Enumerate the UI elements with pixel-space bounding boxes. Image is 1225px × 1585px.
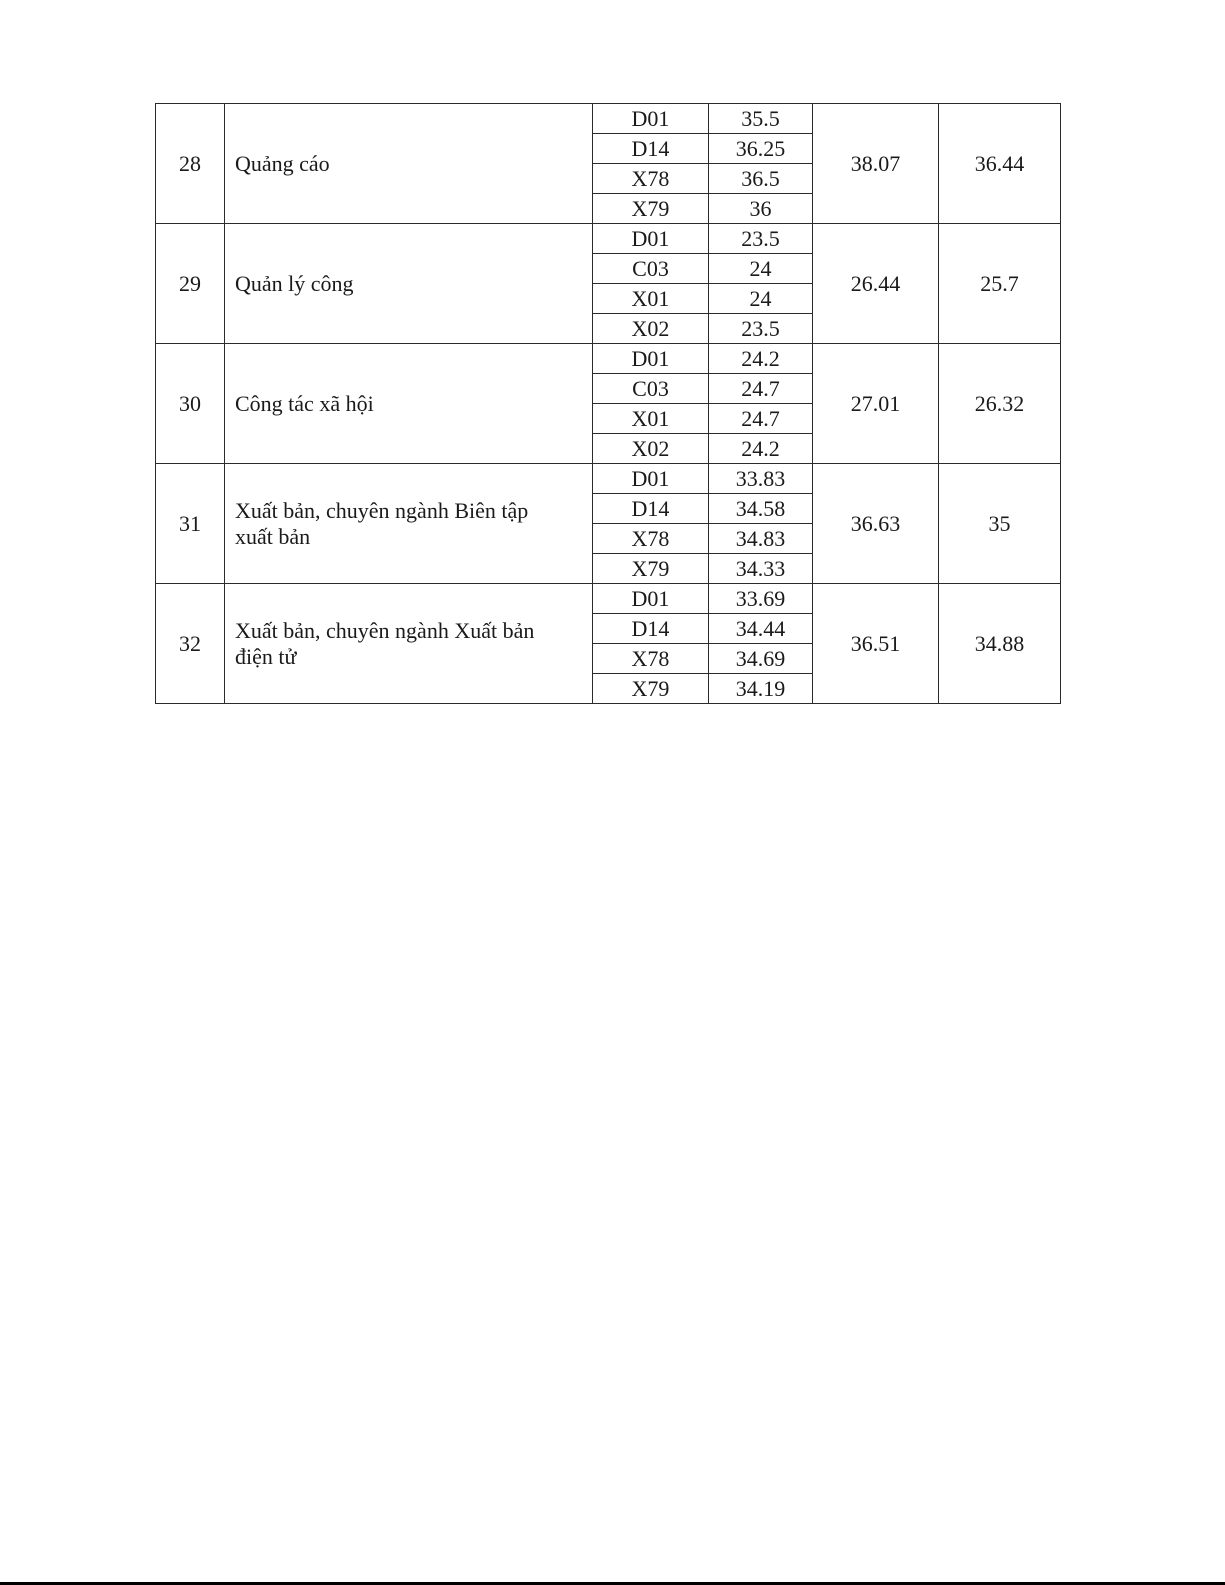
combo-score: 23.5 — [709, 224, 813, 254]
score-column-a: 36.51 — [813, 584, 939, 704]
subject-combo-code: D01 — [593, 464, 709, 494]
table-body — [156, 104, 1061, 704]
combo-score: 24.7 — [709, 404, 813, 434]
combo-score: 35.5 — [709, 104, 813, 134]
score-column-a: 36.63 — [813, 464, 939, 584]
major-name: Xuất bản, chuyên ngành Biên tập xuất bản — [225, 464, 593, 584]
score-column-b: 35 — [939, 464, 1061, 584]
combo-score: 34.58 — [709, 494, 813, 524]
row-number: 32 — [156, 584, 225, 704]
table-row — [156, 344, 1061, 374]
combo-score: 24 — [709, 254, 813, 284]
major-name: Công tác xã hội — [225, 344, 593, 464]
combo-score: 36.5 — [709, 164, 813, 194]
subject-combo-code: D01 — [593, 344, 709, 374]
combo-score: 24.2 — [709, 434, 813, 464]
combo-score: 24.2 — [709, 344, 813, 374]
combo-score: 34.44 — [709, 614, 813, 644]
subject-combo-code: D01 — [593, 224, 709, 254]
row-number: 28 — [156, 104, 225, 224]
major-name: Xuất bản, chuyên ngành Xuất bản điện tử — [225, 584, 593, 704]
subject-combo-code: X01 — [593, 404, 709, 434]
subject-combo-code: D01 — [593, 104, 709, 134]
score-column-a: 26.44 — [813, 224, 939, 344]
score-column-a: 27.01 — [813, 344, 939, 464]
combo-score: 24 — [709, 284, 813, 314]
subject-combo-code: C03 — [593, 254, 709, 284]
combo-score: 23.5 — [709, 314, 813, 344]
combo-score: 36.25 — [709, 134, 813, 164]
subject-combo-code: X79 — [593, 554, 709, 584]
combo-score: 34.33 — [709, 554, 813, 584]
row-number: 29 — [156, 224, 225, 344]
subject-combo-code: D14 — [593, 494, 709, 524]
row-number: 31 — [156, 464, 225, 584]
combo-score: 24.7 — [709, 374, 813, 404]
subject-combo-code: X02 — [593, 314, 709, 344]
table-row — [156, 224, 1061, 254]
table-row — [156, 584, 1061, 614]
combo-score: 34.19 — [709, 674, 813, 704]
score-column-b: 34.88 — [939, 584, 1061, 704]
subject-combo-code: X78 — [593, 644, 709, 674]
combo-score: 33.83 — [709, 464, 813, 494]
score-column-b: 36.44 — [939, 104, 1061, 224]
subject-combo-code: C03 — [593, 374, 709, 404]
score-column-a: 38.07 — [813, 104, 939, 224]
score-column-b: 26.32 — [939, 344, 1061, 464]
combo-score: 34.69 — [709, 644, 813, 674]
subject-combo-code: D01 — [593, 584, 709, 614]
combo-score: 36 — [709, 194, 813, 224]
subject-combo-code: X79 — [593, 194, 709, 224]
table-row — [156, 104, 1061, 134]
combo-score: 34.83 — [709, 524, 813, 554]
row-number: 30 — [156, 344, 225, 464]
subject-combo-code: D14 — [593, 614, 709, 644]
admission-score-table — [155, 103, 1061, 704]
major-name: Quảng cáo — [225, 104, 593, 224]
table-row — [156, 464, 1061, 494]
combo-score: 33.69 — [709, 584, 813, 614]
score-column-b: 25.7 — [939, 224, 1061, 344]
subject-combo-code: X01 — [593, 284, 709, 314]
subject-combo-code: X78 — [593, 524, 709, 554]
subject-combo-code: X79 — [593, 674, 709, 704]
subject-combo-code: D14 — [593, 134, 709, 164]
subject-combo-code: X02 — [593, 434, 709, 464]
subject-combo-code: X78 — [593, 164, 709, 194]
major-name: Quản lý công — [225, 224, 593, 344]
